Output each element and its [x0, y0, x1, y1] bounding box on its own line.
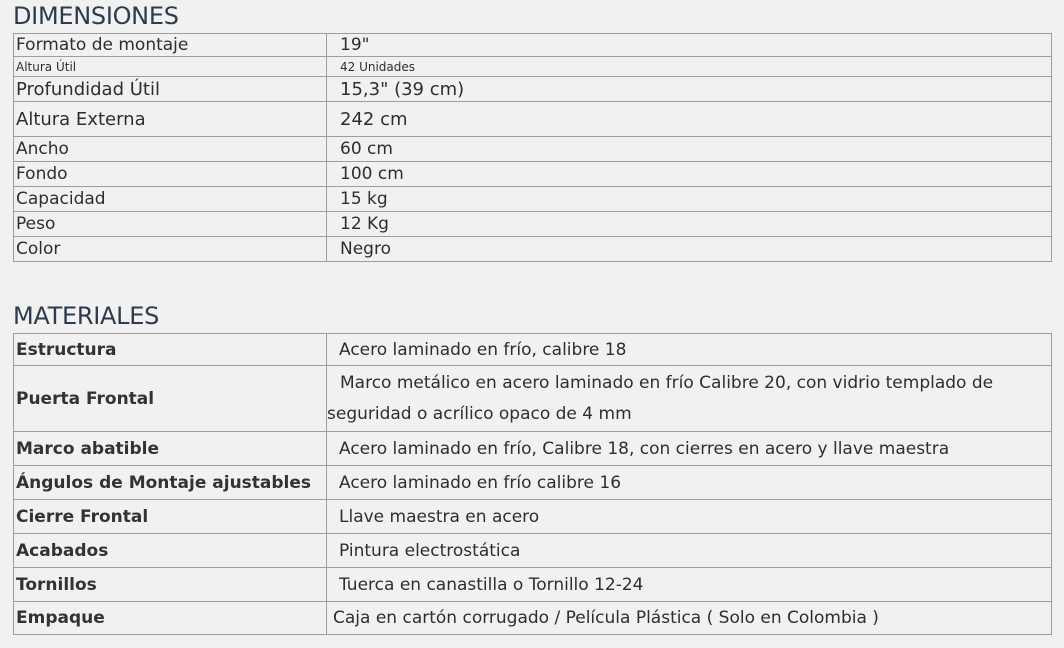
- mat-value: Acero laminado en frío, calibre 18: [327, 334, 1052, 366]
- table-row: [14, 212, 1052, 237]
- mat-label: Empaque: [14, 602, 327, 635]
- dim-label: Altura Útil: [14, 57, 327, 77]
- dimensiones-table: [13, 33, 1052, 262]
- dim-value: 15,3" (39 cm): [327, 77, 1052, 102]
- dim-value: 15 kg: [327, 187, 1052, 212]
- table-row: [14, 568, 1052, 602]
- dim-value: 12 Kg: [327, 212, 1052, 237]
- dim-value: 60 cm: [327, 137, 1052, 162]
- mat-label: Tornillos: [14, 568, 327, 602]
- table-row: [14, 366, 1052, 432]
- dim-label: Fondo: [14, 162, 327, 187]
- dim-label: Capacidad: [14, 187, 327, 212]
- dim-value: 100 cm: [327, 162, 1052, 187]
- table-row: [14, 602, 1052, 635]
- table-row: [14, 466, 1052, 500]
- dim-label: Peso: [14, 212, 327, 237]
- dim-label: Color: [14, 237, 327, 262]
- mat-label: Cierre Frontal: [14, 500, 327, 534]
- materiales-table: [13, 333, 1052, 635]
- mat-label: Marco abatible: [14, 432, 327, 466]
- table-row: [14, 34, 1052, 57]
- table-row: [14, 534, 1052, 568]
- table-row: [14, 432, 1052, 466]
- table-row: [14, 334, 1052, 366]
- mat-value: [327, 366, 1052, 432]
- table-row: [14, 237, 1052, 262]
- table-row: [14, 77, 1052, 102]
- mat-value: Tuerca en canastilla o Tornillo 12-24: [327, 568, 1052, 602]
- mat-label: Ángulos de Montaje ajustables: [14, 466, 327, 500]
- mat-value: Caja en cartón corrugado / Película Plástica ( Solo en Colombia ): [327, 602, 1052, 635]
- mat-value: Acero laminado en frío, Calibre 18, con cierres en acero y llave maestra: [327, 432, 1052, 466]
- dim-label: Formato de montaje: [14, 34, 327, 57]
- mat-value: Llave maestra en acero: [327, 500, 1052, 534]
- table-row: [14, 57, 1052, 77]
- mat-label: Puerta Frontal: [14, 366, 327, 432]
- dim-label: Altura Externa: [14, 102, 327, 137]
- dim-label: Ancho: [14, 137, 327, 162]
- dim-value: Negro: [327, 237, 1052, 262]
- materiales-title: MATERIALES: [13, 302, 160, 330]
- table-row: [14, 187, 1052, 212]
- table-row: [14, 162, 1052, 187]
- dim-value: 19": [327, 34, 1052, 57]
- dim-label: Profundidad Útil: [14, 77, 327, 102]
- table-row: [14, 102, 1052, 137]
- dimensiones-title: DIMENSIONES: [13, 2, 179, 30]
- mat-label: Estructura: [14, 334, 327, 366]
- table-row: [14, 137, 1052, 162]
- mat-value: Acero laminado en frío calibre 16: [327, 466, 1052, 500]
- mat-value-text: Marco metálico en acero laminado en frío Calibre 20, con vidrio templado de seguridad o acrílico opaco de 4 mm: [327, 372, 994, 424]
- mat-value: Pintura electrostática: [327, 534, 1052, 568]
- mat-label: Acabados: [14, 534, 327, 568]
- table-row: [14, 500, 1052, 534]
- dim-value: 242 cm: [327, 102, 1052, 137]
- dim-value: 42 Unidades: [327, 57, 1052, 77]
